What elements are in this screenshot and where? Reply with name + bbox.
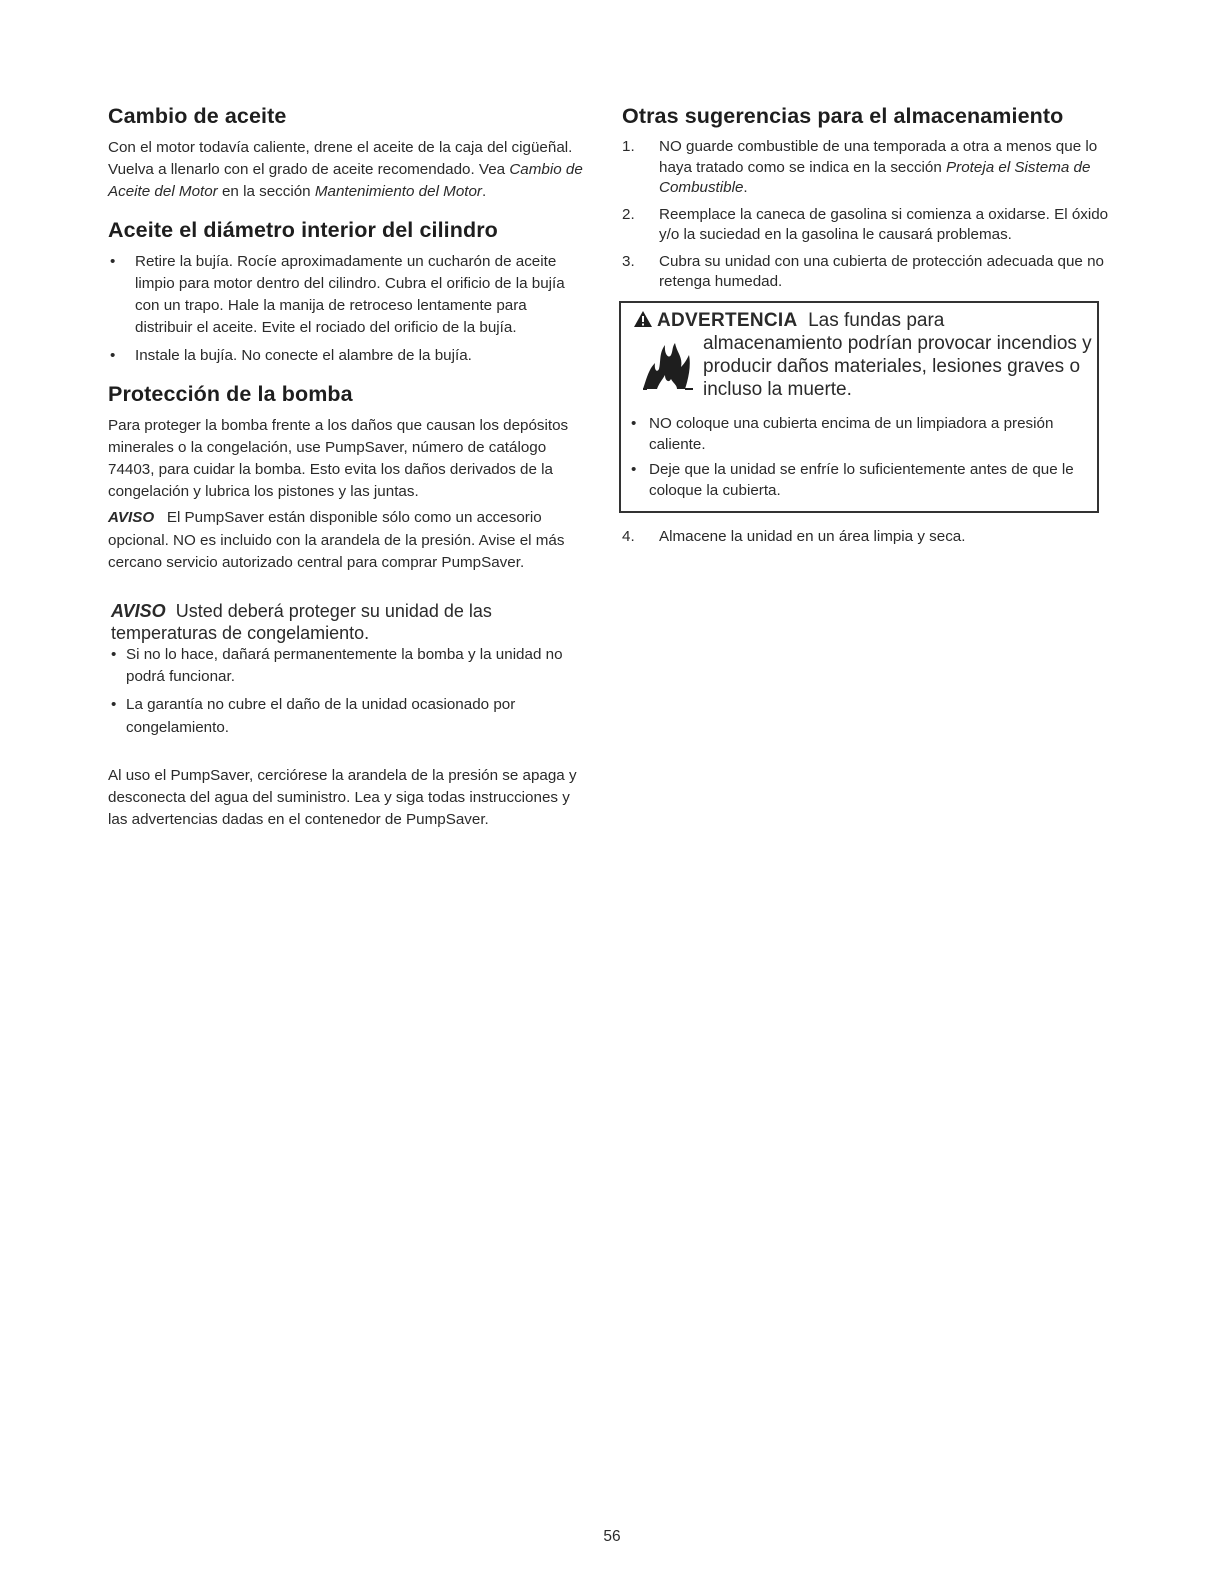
- cilindro-list: [108, 251, 586, 368]
- list-item: [622, 137, 1110, 199]
- pumpsaver-paragraph: Al uso el PumpSaver, cerciórese la arandela de la presión se apaga y desconecta del agua del suministro. Lea y siga todas instrucciones y las advertencias dadas en el contenedor de PumpSaver.: [108, 766, 577, 829]
- bomba-aviso: [108, 507, 586, 574]
- aviso-text: El PumpSaver están disponible sólo como un accesorio opcional. NO es incluido con la arandela de la presión. Avise el más cercano servicio autorizado central para comprar PumpSaver.: [108, 509, 565, 571]
- list-item: • Si no lo hace, dañará permanentemente la bomba y la unidad no podrá funcionar.: [108, 644, 586, 688]
- list-item: • NO coloque una cubierta encima de un limpiadora a presión caliente.: [631, 413, 1089, 455]
- warning-box: [619, 301, 1099, 513]
- list-item: • La garantía no cubre el daño de la unidad ocasionado por congelamiento.: [108, 694, 586, 738]
- page-number: 56: [603, 1528, 621, 1545]
- heading-almacenamiento: Otras sugerencias para el almacenamiento: [622, 104, 1064, 128]
- item-text: Cubra su unidad con una cubierta de protección adecuada que no retenga humedad.: [659, 252, 1104, 290]
- list-item: • Instale la bujía. No conecte el alambre de la bujía.: [108, 345, 586, 367]
- item-number: 3.: [622, 252, 635, 270]
- item-text: Almacene la unidad en un área limpia y seca.: [659, 527, 966, 545]
- left-column: [108, 104, 586, 831]
- warning-triangle-icon: [633, 310, 653, 334]
- list-item: • Deje que la unidad se enfríe lo suficientemente antes de que le coloque la cubierta.: [631, 459, 1089, 501]
- section-cambio-de-aceite: [108, 104, 586, 204]
- section-cilindro: [108, 218, 586, 368]
- right-column: [622, 104, 1110, 553]
- warning-title-line: [633, 309, 944, 334]
- cambio-paragraph: [108, 137, 586, 204]
- item-number: 4.: [622, 527, 635, 545]
- fire-icon: [639, 339, 695, 396]
- section-bomba: [108, 382, 586, 574]
- aviso-label: AVISO: [111, 601, 166, 622]
- cambio-text-c: .: [482, 183, 487, 201]
- bomba-paragraph: Para proteger la bomba frente a los daños que causan los depósitos minerales o la congelación, use PumpSaver, número de catálogo 74403, para cuidar la bomba. Esto evita los daños derivados de la congelación y lubrica los pistones y las juntas.: [108, 416, 569, 501]
- item-ref: Proteja el Sistema de Combustible: [659, 158, 1091, 196]
- cambio-text-a: Con el motor todavía caliente, drene el aceite de la caja del cigüeñal. Vuelva a llenarlo con el grado de aceite recomendado. Vea: [108, 139, 573, 179]
- aviso-congelamiento: [108, 600, 586, 739]
- aviso-congel-text1: Usted deberá proteger su unidad de las: [175, 601, 492, 622]
- aviso-label: AVISO: [108, 509, 155, 527]
- item-number: 2.: [622, 205, 635, 223]
- cambio-ref-2: Mantenimiento del Motor: [314, 183, 482, 201]
- item-text-end: .: [743, 179, 748, 196]
- item-number: 1.: [622, 138, 635, 155]
- warning-list: [631, 413, 1089, 501]
- item-text: Reemplace la caneca de gasolina si comienza a oxidarse. El óxido y/o la suciedad en la gasolina le causará problemas.: [659, 205, 1109, 243]
- warning-lead: Las fundas para: [808, 309, 945, 331]
- aviso-congel-line1: [108, 600, 586, 622]
- storage-list: [622, 137, 1110, 293]
- warning-header: [631, 309, 1092, 413]
- cambio-ref-1: Cambio de Aceite del Motor: [108, 161, 583, 201]
- list-item: [622, 527, 1110, 548]
- item-text: NO guarde combustible de una temporada a otra a menos que lo haya tratado como se indica en la sección: [659, 138, 1098, 176]
- aviso-congel-line2: temperaturas de congelamiento.: [111, 623, 370, 644]
- list-item: [622, 205, 1110, 246]
- heading-bomba: Protección de la bomba: [108, 381, 353, 406]
- warning-label: ADVERTENCIA: [657, 309, 798, 331]
- storage-list-continued: [622, 527, 1110, 548]
- heading-cambio-de-aceite: Cambio de aceite: [108, 104, 287, 128]
- cambio-text-b: en la sección: [217, 183, 315, 201]
- list-item: • Retire la bujía. Rocíe aproximadamente un cucharón de aceite limpio para motor dentro del cilindro. Cubra el orificio de la bujía con un trapo. Hale la manija de retroceso lentamente para distribuir el aceite. Evite el rociado del orificio de la bujía.: [108, 251, 586, 340]
- aviso-congel-list: [108, 644, 586, 739]
- list-item: [622, 252, 1110, 293]
- warning-body: almacenamiento podrían provocar incendios y producir daños materiales, lesiones graves o incluso la muerte.: [703, 332, 1092, 400]
- heading-cilindro: Aceite el diámetro interior del cilindro: [108, 217, 498, 242]
